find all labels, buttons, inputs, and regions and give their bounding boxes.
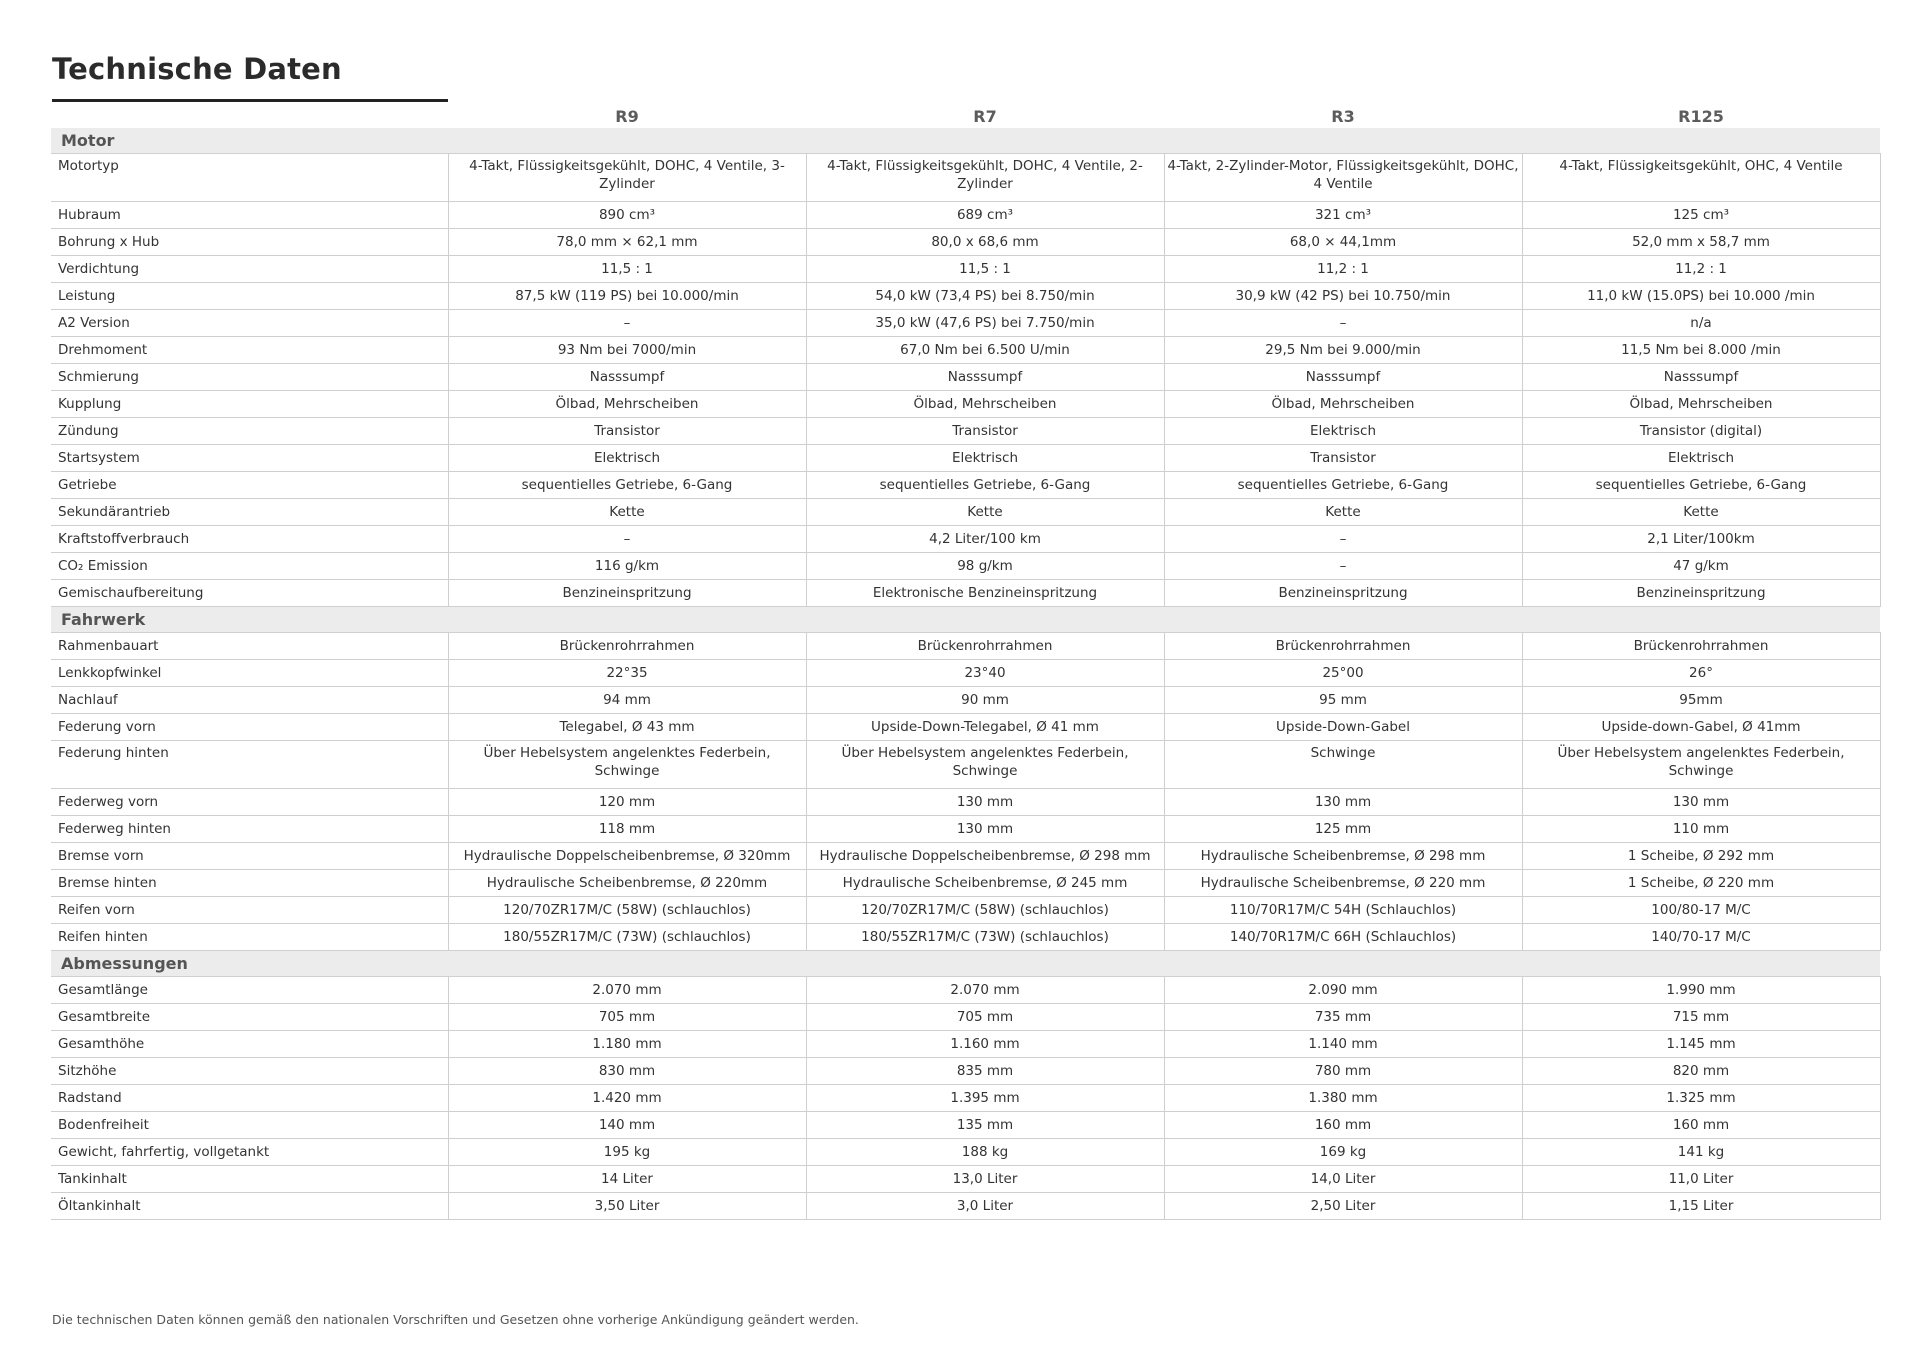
spec-row (51, 1031, 1880, 1058)
spec-value: 1.395 mm (806, 1085, 1164, 1112)
spec-value: 1.990 mm (1522, 977, 1880, 1004)
spec-value: 116 g/km (448, 553, 806, 580)
spec-value: 125 cm³ (1522, 202, 1880, 229)
spec-value: Upside-Down-Telegabel, Ø 41 mm (806, 714, 1164, 741)
spec-value: 705 mm (806, 1004, 1164, 1031)
spec-value: Schwinge (1164, 741, 1522, 789)
spec-value: Über Hebelsystem angelenktes Federbein, Schwinge (448, 741, 806, 789)
spec-label: Gesamtbreite (51, 1004, 448, 1031)
spec-row (51, 499, 1880, 526)
spec-row (51, 1085, 1880, 1112)
spec-value: – (1164, 526, 1522, 553)
spec-label: Bohrung x Hub (51, 229, 448, 256)
spec-label: CO₂ Emission (51, 553, 448, 580)
section-header-row (51, 128, 1880, 154)
spec-value: Brückenrohrrahmen (1522, 633, 1880, 660)
spec-value: 140 mm (448, 1112, 806, 1139)
section-header-row (51, 951, 1880, 977)
spec-value: 98 g/km (806, 553, 1164, 580)
spec-label: Sitzhöhe (51, 1058, 448, 1085)
spec-value: Transistor (digital) (1522, 418, 1880, 445)
spec-value: 67,0 Nm bei 6.500 U/min (806, 337, 1164, 364)
spec-value: 1.380 mm (1164, 1085, 1522, 1112)
spec-value: Elektrisch (1522, 445, 1880, 472)
spec-label: Radstand (51, 1085, 448, 1112)
spec-value: 890 cm³ (448, 202, 806, 229)
section-header-row (51, 607, 1880, 633)
spec-value: 120 mm (448, 789, 806, 816)
spec-value: 80,0 x 68,6 mm (806, 229, 1164, 256)
spec-value: Hydraulische Scheibenbremse, Ø 220mm (448, 870, 806, 897)
spec-value: 130 mm (1522, 789, 1880, 816)
spec-row (51, 1058, 1880, 1085)
spec-value: 169 kg (1164, 1139, 1522, 1166)
spec-value: 3,50 Liter (448, 1193, 806, 1220)
spec-value: 47 g/km (1522, 553, 1880, 580)
spec-value: Hydraulische Scheibenbremse, Ø 245 mm (806, 870, 1164, 897)
spec-value: Über Hebelsystem angelenktes Federbein, Schwinge (806, 741, 1164, 789)
spec-value: Benzineinspritzung (1522, 580, 1880, 607)
spec-value: sequentielles Getriebe, 6-Gang (448, 472, 806, 499)
spec-value: 2,1 Liter/100km (1522, 526, 1880, 553)
spec-row (51, 1139, 1880, 1166)
title-underline (52, 99, 448, 102)
spec-value: 11,5 : 1 (806, 256, 1164, 283)
spec-value: Kette (1522, 499, 1880, 526)
spec-row (51, 660, 1880, 687)
spec-value: 1.180 mm (448, 1031, 806, 1058)
spec-value: 2,50 Liter (1164, 1193, 1522, 1220)
spec-value: 2.090 mm (1164, 977, 1522, 1004)
spec-value: 95 mm (1164, 687, 1522, 714)
spec-value: 735 mm (1164, 1004, 1522, 1031)
spec-value: 2.070 mm (448, 977, 806, 1004)
spec-value: 2.070 mm (806, 977, 1164, 1004)
spec-row (51, 741, 1880, 789)
spec-value: 835 mm (806, 1058, 1164, 1085)
spec-label: Gewicht, fahrfertig, vollgetankt (51, 1139, 448, 1166)
spec-value: 141 kg (1522, 1139, 1880, 1166)
spec-value: 118 mm (448, 816, 806, 843)
spec-value: 11,5 Nm bei 8.000 /min (1522, 337, 1880, 364)
spec-value: 35,0 kW (47,6 PS) bei 7.750/min (806, 310, 1164, 337)
spec-value: 93 Nm bei 7000/min (448, 337, 806, 364)
spec-value: Hydraulische Scheibenbremse, Ø 298 mm (1164, 843, 1522, 870)
spec-label: Federung vorn (51, 714, 448, 741)
spec-value: 4-Takt, Flüssigkeitsgekühlt, OHC, 4 Ventile (1522, 154, 1880, 202)
spec-row (51, 364, 1880, 391)
spec-value: 4-Takt, Flüssigkeitsgekühlt, DOHC, 4 Ventile, 3-Zylinder (448, 154, 806, 202)
spec-value: 180/55ZR17M/C (73W) (schlauchlos) (806, 924, 1164, 951)
spec-value: 160 mm (1164, 1112, 1522, 1139)
spec-value: 195 kg (448, 1139, 806, 1166)
footnote: Die technischen Daten können gemäß den nationalen Vorschriften und Gesetzen ohne vorherige Ankündigung geändert werden. (52, 1312, 859, 1327)
spec-row (51, 229, 1880, 256)
spec-label: Bremse vorn (51, 843, 448, 870)
spec-label: Öltankinhalt (51, 1193, 448, 1220)
spec-value: 30,9 kW (42 PS) bei 10.750/min (1164, 283, 1522, 310)
spec-value: n/a (1522, 310, 1880, 337)
spec-value: 14,0 Liter (1164, 1166, 1522, 1193)
model-header: R125 (1678, 106, 1724, 126)
spec-value: 689 cm³ (806, 202, 1164, 229)
spec-label: Drehmoment (51, 337, 448, 364)
spec-value: 715 mm (1522, 1004, 1880, 1031)
spec-row (51, 1004, 1880, 1031)
section-title: Abmessungen (51, 951, 1880, 977)
spec-value: Ölbad, Mehrscheiben (1164, 391, 1522, 418)
page-title: Technische Daten (52, 52, 342, 86)
spec-value: Benzineinspritzung (448, 580, 806, 607)
spec-value: 188 kg (806, 1139, 1164, 1166)
spec-value: 87,5 kW (119 PS) bei 10.000/min (448, 283, 806, 310)
spec-label: Hubraum (51, 202, 448, 229)
spec-row (51, 1112, 1880, 1139)
spec-value: Upside-Down-Gabel (1164, 714, 1522, 741)
spec-label: Rahmenbauart (51, 633, 448, 660)
spec-row (51, 391, 1880, 418)
spec-value: Nasssumpf (1164, 364, 1522, 391)
model-header-row (51, 104, 1880, 128)
spec-row (51, 202, 1880, 229)
spec-row (51, 256, 1880, 283)
spec-value: 140/70-17 M/C (1522, 924, 1880, 951)
spec-value: sequentielles Getriebe, 6-Gang (1164, 472, 1522, 499)
spec-row (51, 897, 1880, 924)
spec-value: Über Hebelsystem angelenktes Federbein, Schwinge (1522, 741, 1880, 789)
spec-value: Hydraulische Doppelscheibenbremse, Ø 298 mm (806, 843, 1164, 870)
spec-row (51, 977, 1880, 1004)
spec-value: Elektrisch (1164, 418, 1522, 445)
model-header: R9 (615, 106, 639, 126)
spec-value: 160 mm (1522, 1112, 1880, 1139)
spec-value: 11,5 : 1 (448, 256, 806, 283)
header-spacer (51, 104, 448, 128)
spec-value: – (448, 310, 806, 337)
spec-row (51, 789, 1880, 816)
spec-value: Elektronische Benzineinspritzung (806, 580, 1164, 607)
spec-value: 4-Takt, Flüssigkeitsgekühlt, DOHC, 4 Ventile, 2-Zylinder (806, 154, 1164, 202)
spec-value: 1.160 mm (806, 1031, 1164, 1058)
spec-value: 120/70ZR17M/C (58W) (schlauchlos) (806, 897, 1164, 924)
spec-value: Ölbad, Mehrscheiben (1522, 391, 1880, 418)
spec-row (51, 472, 1880, 499)
spec-value: 180/55ZR17M/C (73W) (schlauchlos) (448, 924, 806, 951)
section-title: Fahrwerk (51, 607, 1880, 633)
spec-row (51, 337, 1880, 364)
spec-label: Startsystem (51, 445, 448, 472)
spec-label: Schmierung (51, 364, 448, 391)
spec-row (51, 843, 1880, 870)
spec-value: 4,2 Liter/100 km (806, 526, 1164, 553)
spec-label: Federung hinten (51, 741, 448, 789)
spec-value: 52,0 mm x 58,7 mm (1522, 229, 1880, 256)
spec-label: Federweg vorn (51, 789, 448, 816)
spec-value: 130 mm (806, 816, 1164, 843)
spec-value: 90 mm (806, 687, 1164, 714)
spec-label: Lenkkopfwinkel (51, 660, 448, 687)
spec-value: 26° (1522, 660, 1880, 687)
spec-value: 780 mm (1164, 1058, 1522, 1085)
spec-value: 11,2 : 1 (1164, 256, 1522, 283)
spec-row (51, 310, 1880, 337)
spec-label: Sekundärantrieb (51, 499, 448, 526)
spec-row (51, 283, 1880, 310)
spec-value: Kette (806, 499, 1164, 526)
spec-value: 14 Liter (448, 1166, 806, 1193)
spec-value: Elektrisch (806, 445, 1164, 472)
spec-value: – (1164, 310, 1522, 337)
spec-label: Kraftstoffverbrauch (51, 526, 448, 553)
spec-row (51, 418, 1880, 445)
spec-label: A2 Version (51, 310, 448, 337)
spec-value: 110/70R17M/C 54H (Schlauchlos) (1164, 897, 1522, 924)
spec-value: Ölbad, Mehrscheiben (806, 391, 1164, 418)
spec-row (51, 154, 1880, 202)
spec-label: Bodenfreiheit (51, 1112, 448, 1139)
spec-value: 1,15 Liter (1522, 1193, 1880, 1220)
spec-value: 11,2 : 1 (1522, 256, 1880, 283)
spec-value: 1.420 mm (448, 1085, 806, 1112)
spec-value: 11,0 Liter (1522, 1166, 1880, 1193)
spec-value: 13,0 Liter (806, 1166, 1164, 1193)
spec-label: Bremse hinten (51, 870, 448, 897)
spec-value: 120/70ZR17M/C (58W) (schlauchlos) (448, 897, 806, 924)
spec-row (51, 687, 1880, 714)
spec-value: 125 mm (1164, 816, 1522, 843)
spec-value: Ölbad, Mehrscheiben (448, 391, 806, 418)
spec-value: 68,0 × 44,1mm (1164, 229, 1522, 256)
spec-value: Nasssumpf (806, 364, 1164, 391)
spec-value: 140/70R17M/C 66H (Schlauchlos) (1164, 924, 1522, 951)
spec-value: – (448, 526, 806, 553)
spec-value: 110 mm (1522, 816, 1880, 843)
spec-value: 25°00 (1164, 660, 1522, 687)
spec-row (51, 870, 1880, 897)
spec-label: Federweg hinten (51, 816, 448, 843)
spec-value: Hydraulische Scheibenbremse, Ø 220 mm (1164, 870, 1522, 897)
spec-label: Gesamtlänge (51, 977, 448, 1004)
spec-value: 130 mm (1164, 789, 1522, 816)
spec-row (51, 526, 1880, 553)
spec-label: Gemischaufbereitung (51, 580, 448, 607)
spec-label: Zündung (51, 418, 448, 445)
spec-row (51, 633, 1880, 660)
spec-value: 3,0 Liter (806, 1193, 1164, 1220)
spec-label: Motortyp (51, 154, 448, 202)
section-title: Motor (51, 128, 1880, 154)
spec-value: 95mm (1522, 687, 1880, 714)
spec-value: 1.145 mm (1522, 1031, 1880, 1058)
spec-row (51, 714, 1880, 741)
spec-value: Telegabel, Ø 43 mm (448, 714, 806, 741)
spec-value: Transistor (1164, 445, 1522, 472)
spec-value: 11,0 kW (15.0PS) bei 10.000 /min (1522, 283, 1880, 310)
model-header: R7 (973, 106, 997, 126)
spec-value: 54,0 kW (73,4 PS) bei 8.750/min (806, 283, 1164, 310)
spec-value: 29,5 Nm bei 9.000/min (1164, 337, 1522, 364)
spec-value: 100/80-17 M/C (1522, 897, 1880, 924)
spec-value: sequentielles Getriebe, 6-Gang (806, 472, 1164, 499)
spec-value: 705 mm (448, 1004, 806, 1031)
spec-value: 78,0 mm × 62,1 mm (448, 229, 806, 256)
spec-row (51, 1193, 1880, 1220)
spec-label: Tankinhalt (51, 1166, 448, 1193)
spec-row (51, 580, 1880, 607)
spec-value: 1.140 mm (1164, 1031, 1522, 1058)
spec-value: Hydraulische Doppelscheibenbremse, Ø 320mm (448, 843, 806, 870)
spec-value: Benzineinspritzung (1164, 580, 1522, 607)
spec-value: Elektrisch (448, 445, 806, 472)
spec-value: 135 mm (806, 1112, 1164, 1139)
spec-value: Upside-down-Gabel, Ø 41mm (1522, 714, 1880, 741)
spec-value: Transistor (448, 418, 806, 445)
spec-value: – (1164, 553, 1522, 580)
spec-label: Reifen vorn (51, 897, 448, 924)
spec-label: Getriebe (51, 472, 448, 499)
spec-row (51, 553, 1880, 580)
spec-label: Nachlauf (51, 687, 448, 714)
spec-row (51, 445, 1880, 472)
spec-value: Transistor (806, 418, 1164, 445)
spec-table (51, 104, 1881, 1220)
spec-value: Brückenrohrrahmen (1164, 633, 1522, 660)
spec-value: sequentielles Getriebe, 6-Gang (1522, 472, 1880, 499)
spec-label: Reifen hinten (51, 924, 448, 951)
spec-label: Gesamthöhe (51, 1031, 448, 1058)
spec-value: Brückenrohrrahmen (448, 633, 806, 660)
spec-row (51, 1166, 1880, 1193)
spec-label: Kupplung (51, 391, 448, 418)
spec-value: 130 mm (806, 789, 1164, 816)
spec-row (51, 816, 1880, 843)
spec-table-body (51, 128, 1880, 1220)
spec-value: Kette (1164, 499, 1522, 526)
spec-value: Kette (448, 499, 806, 526)
spec-value: 321 cm³ (1164, 202, 1522, 229)
spec-value: Nasssumpf (448, 364, 806, 391)
spec-value: 1.325 mm (1522, 1085, 1880, 1112)
spec-label: Leistung (51, 283, 448, 310)
spec-value: 22°35 (448, 660, 806, 687)
spec-value: 820 mm (1522, 1058, 1880, 1085)
spec-value: 830 mm (448, 1058, 806, 1085)
spec-value: Brückenrohrrahmen (806, 633, 1164, 660)
spec-value: 4-Takt, 2-Zylinder-Motor, Flüssigkeitsgekühlt, DOHC, 4 Ventile (1164, 154, 1522, 202)
spec-value: Nasssumpf (1522, 364, 1880, 391)
spec-value: 1 Scheibe, Ø 220 mm (1522, 870, 1880, 897)
spec-value: 1 Scheibe, Ø 292 mm (1522, 843, 1880, 870)
model-header: R3 (1331, 106, 1355, 126)
spec-value: 94 mm (448, 687, 806, 714)
spec-row (51, 924, 1880, 951)
spec-value: 23°40 (806, 660, 1164, 687)
spec-label: Verdichtung (51, 256, 448, 283)
